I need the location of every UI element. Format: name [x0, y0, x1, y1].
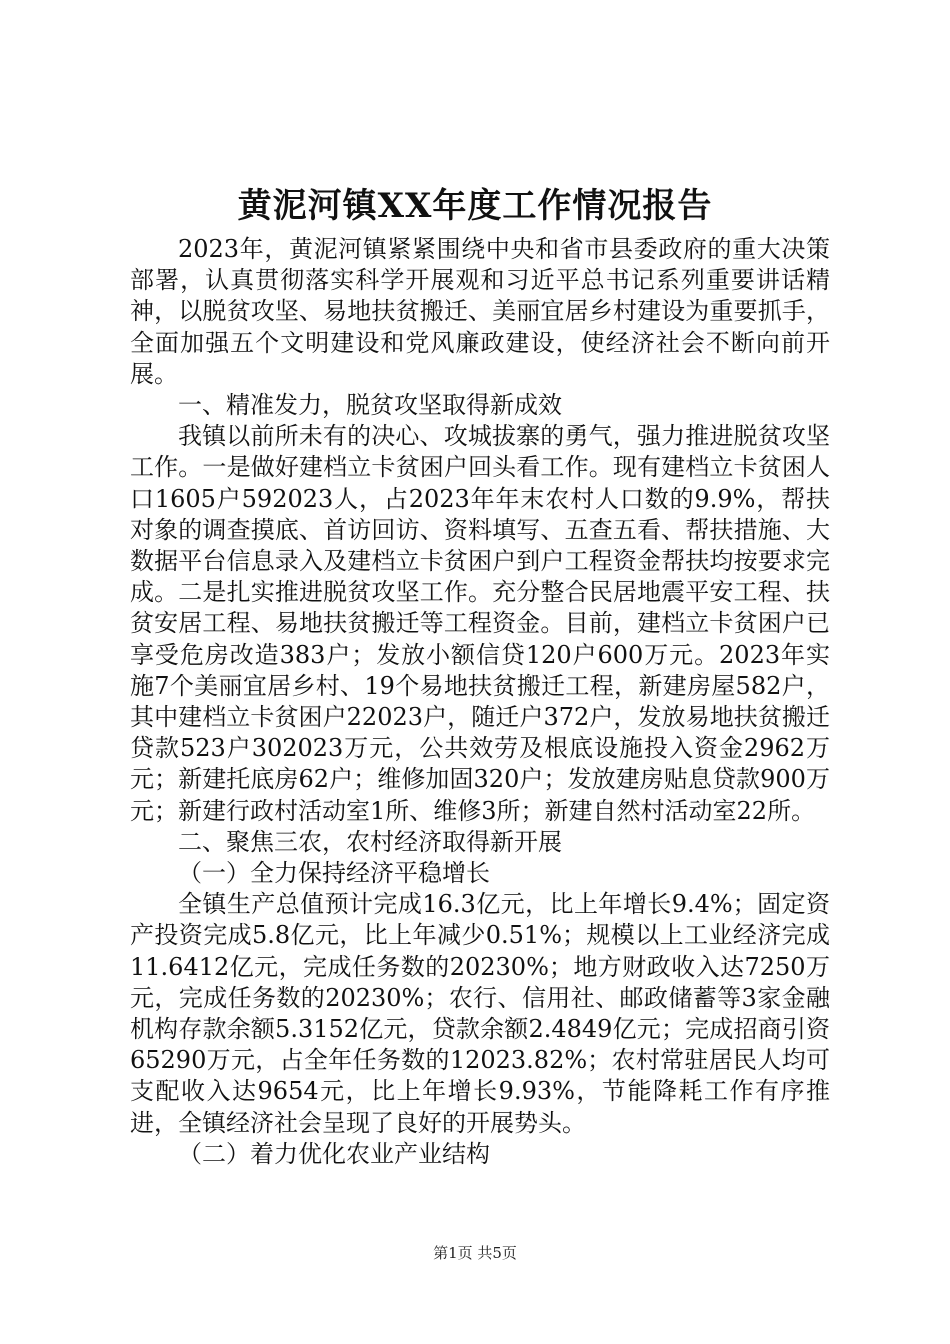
section-heading-2: 二、聚焦三农，农村经济取得新开展: [178, 827, 562, 856]
section-heading-1: 一、精准发力，脱贫攻坚取得新成效: [178, 391, 562, 420]
document-title: 黄泥河镇XX年度工作情况报告: [237, 186, 713, 226]
subsection-heading-2: （二）着力优化农业产业结构: [178, 1139, 490, 1168]
poverty-paragraph: 我镇以前所未有的决心、攻城拔寨的勇气，强力推进脱贫攻坚工作。一是做好建档立卡贫困户回头看工作。现有建档立卡贫困人口1605户592023人，占2023年年末农村人口数的9.9%，帮扶对象的调查摸底、首访回访、资料填写、五查五看、帮扶措施、大数据平台信息录入及建档立卡贫困户到户工程资金帮扶均按要求完成。二是扎实推进脱贫攻坚工作。充分整合民居地震平安工程、扶贫安居工程、易地扶贫搬迁等工程资金。目前，建档立卡贫困户已享受危房改造383户；发放小额信贷120户600万元。2023年实施7个美丽宜居乡村、19个易地扶贫搬迁工程，新建房屋582户，其中建档立卡贫困户22023户，随迁户372户，发放易地扶贫搬迁贷款523户302023万元，公共效劳及根底设施投入资金2962万元；新建托底房62户；维修加固320户；发放建房贴息贷款900万元；新建行政村活动室1所、维修3所；新建自然村活动室22所。: [130, 422, 830, 825]
economy-paragraph: 全镇生产总值预计完成16.3亿元，比上年增长9.4%；固定资产投资完成5.8亿元，比上年减少0.51%；规模以上工业经济完成11.6412亿元，完成任务数的20230%；地方财政收入达7250万元，完成任务数的20230%；农行、信用社、邮政储蓄等3家金融机构存款余额5.3152亿元，贷款余额2.4849亿元；完成招商引资65290万元，占全年任务数的12023.82%；农村常驻居民人均可支配收入达9654元，比上年增长9.93%，节能降耗工作有序推进，全镇经济社会呈现了良好的开展势头。: [130, 890, 830, 1137]
intro-paragraph: 2023年，黄泥河镇紧紧围绕中央和省市县委政府的重大决策部署，认真贯彻落实科学开展观和习近平总书记系列重要讲话精神，以脱贫攻坚、易地扶贫搬迁、美丽宜居乡村建设为重要抓手，全面加强五个文明建设和党风廉政建设，使经济社会不断向前开展。: [130, 235, 830, 388]
document-body: [130, 234, 830, 1170]
subsection-heading-1: （一）全力保持经济平稳增长: [178, 859, 490, 888]
page-footer: 第1页 共5页: [433, 1244, 517, 1262]
